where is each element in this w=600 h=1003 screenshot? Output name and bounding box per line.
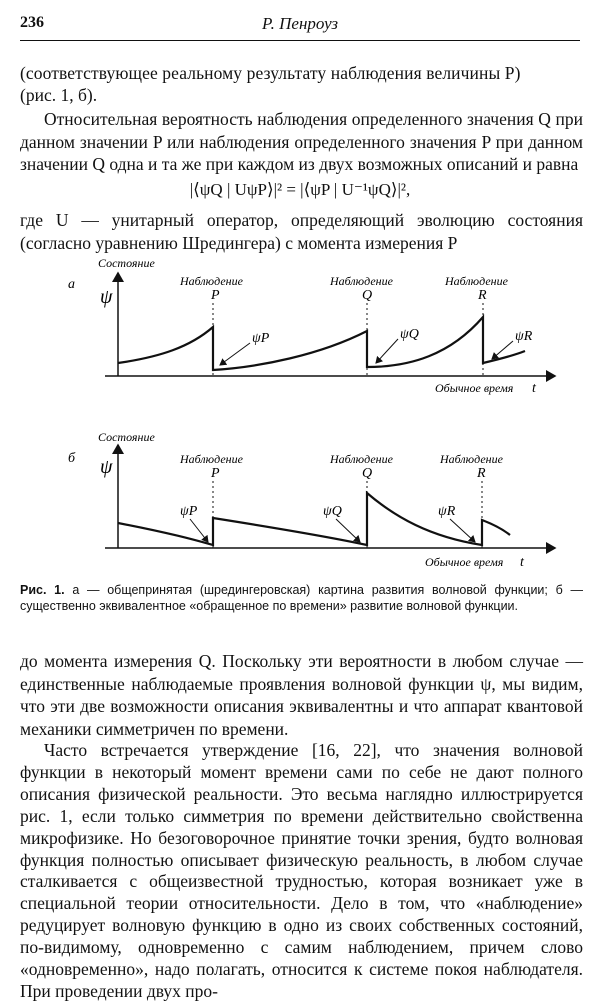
panel-a-psi-symbol: ψ	[100, 286, 113, 308]
panel-a-obs-3-label: Наблюдение	[445, 274, 508, 288]
panel-b-curve-3-label: ψR	[438, 504, 456, 519]
paragraph-1-line2: (рис. 1, б).	[20, 85, 98, 105]
panel-a-obs-2-point: Q	[362, 288, 373, 303]
panel-a-curve-1-arrow	[220, 343, 250, 365]
header-rule	[20, 40, 580, 41]
panel-a-obs-3-point: R	[478, 288, 487, 303]
page-number: 236	[20, 14, 44, 31]
panel-b-obs-2-label: Наблюдение	[330, 452, 393, 466]
panel-b-t-symbol: t	[520, 555, 524, 570]
figure-panel-b	[68, 430, 555, 570]
panel-a-curve-2-arrow	[376, 339, 398, 363]
panel-a-y-axis-label: Состояние	[98, 256, 155, 270]
panel-a-curve-3-label: ψR	[515, 329, 533, 344]
panel-a-obs-1-point: P	[211, 288, 220, 303]
panel-a-curve-1-label: ψP	[252, 331, 270, 346]
panel-b-psi-symbol: ψ	[100, 456, 113, 478]
figure-caption	[20, 582, 583, 614]
panel-b-obs-1-label: Наблюдение	[180, 452, 243, 466]
panel-a-letter: а	[68, 277, 75, 292]
panel-a-wave-curve	[118, 317, 525, 370]
panel-b-obs-3-point: R	[477, 466, 486, 481]
panel-a-x-axis-label: Обычное время	[435, 381, 514, 395]
figure-caption-text: а — общепринятая (шредингеровская) картина развития волновой функции; б — существенно эквивалентное «обращенное по времени» развитие волновой функции.	[20, 583, 583, 613]
probability-formula: |⟨ψQ | UψP⟩|² = |⟨ψP | U⁻¹ψQ⟩|²,	[189, 180, 411, 199]
panel-b-obs-1-point: P	[211, 466, 220, 481]
panel-a-obs-1-label: Наблюдение	[180, 274, 243, 288]
panel-a-obs-2-label: Наблюдение	[330, 274, 393, 288]
figure-1	[20, 255, 590, 580]
page-header	[20, 14, 580, 38]
panel-b-letter: б	[68, 451, 76, 466]
panel-b-x-axis-label: Обычное время	[425, 555, 504, 569]
paragraph-3: где U — унитарный оператор, определяющий эволюцию состояния (согласно уравнению Шредингера) с момента измерения P	[20, 210, 583, 253]
paragraph-4: до момента измерения Q. Поскольку эти вероятности в любом случае — единственные наблюдаемые проявления волновой функции ψ, мы видим, что эти две возможности описания эквивалентны и что аппарат квантовой механики симметричен по времени.	[20, 651, 583, 739]
panel-b-obs-3-label: Наблюдение	[440, 452, 503, 466]
figure-panel-a	[68, 256, 555, 396]
panel-a-t-symbol: t	[532, 381, 536, 396]
running-head: Р. Пенроуз	[261, 14, 339, 33]
paragraph-1-line1: (соответствующее реальному результату наблюдения величины P)	[20, 63, 521, 83]
panel-b-curve-2-label: ψQ	[323, 504, 342, 519]
paragraph-2: Относительная вероятность наблюдения определенного значения Q при данном значении P или наблюдения определенного значения P при данном значении Q одна и та же при каждом из двух возможных описаний и равна	[20, 109, 583, 174]
paragraph-1	[20, 62, 583, 106]
figure-caption-label: Рис. 1.	[20, 583, 65, 597]
panel-b-curve-1-label: ψP	[180, 504, 198, 519]
panel-b-obs-2-point: Q	[362, 466, 373, 481]
panel-a-curve-2-label: ψQ	[400, 327, 419, 342]
panel-b-wave-curve	[118, 493, 510, 545]
paragraph-5: Часто встречается утверждение [16, 22], что значения волновой функции в некоторый момент времени сами по себе не дают полного описания физической реальности. Это весьма наглядно иллюстрируется рис. 1, если только симметрия по времени действительно свойственна микрофизике. Но безоговорочное принятие точки зрения, будто волновая функция полностью описывает физическую реальность, в любом случае сталкивается с общеизвестной трудностью, которая возникает уже в специальной теории относительности. Дело в том, что «наблюдение» редуцирует волновую функцию в одно из своих собственных состояний, по-видимому, одновременно с самим наблюдением, причем слово «одновременно», надо полагать, относится к системе покоя наблюдателя. При проведении двух про-	[20, 740, 583, 1001]
panel-b-y-axis-label: Состояние	[98, 430, 155, 444]
